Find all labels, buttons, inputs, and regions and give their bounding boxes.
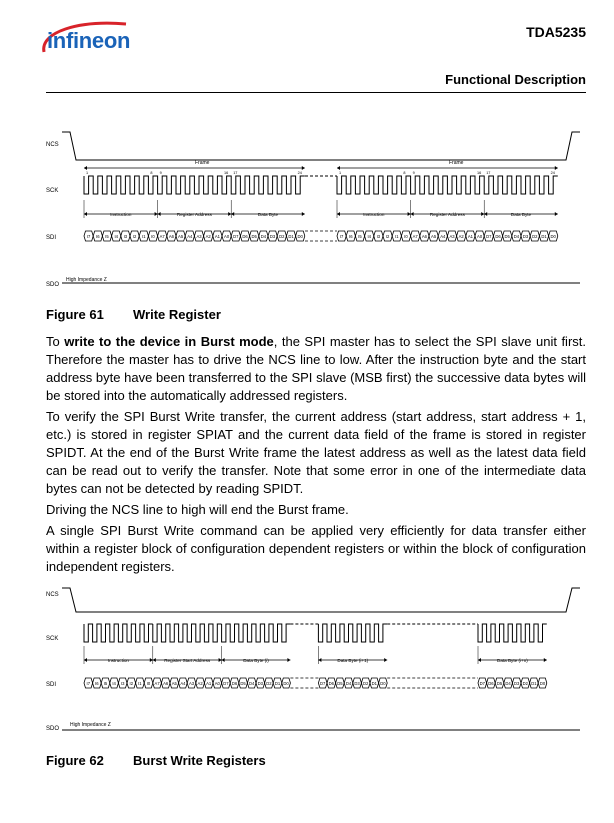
sdi-label: SDI — [46, 235, 57, 241]
sck-clock-segment-1 — [84, 624, 153, 642]
clock-mark: 9 — [412, 171, 415, 175]
field-label: Register Address — [176, 212, 212, 217]
sdi-frame-2-bit: I1 — [395, 234, 399, 239]
field-span-1-arrow-right — [408, 212, 411, 216]
burst-field-span-4-arrow-left — [318, 658, 321, 662]
paragraph-2: To verify the SPI Burst Write transfer, the current address (start address, start address + 1, etc.) is stored in register SPIAT and the current data field of the frame is stored in register SPIDT. At the end of the Burst Write frame the latest address as well as the latest data field can be read out to verify the transfer. Note that some error in one of the intermediate data bytes can not be detected by reading SPIDT. — [46, 409, 586, 496]
burst-write-timing-diagram — [0, 578, 614, 738]
sdi-frame-1-bit: A4 — [187, 234, 193, 239]
burst-sdi-segment-1-bit: I6 — [95, 681, 99, 686]
sdi-frame-2-bit: I4 — [367, 234, 371, 239]
figure-62-caption — [46, 753, 266, 768]
burst-sdi-segment-2-bit: A3 — [188, 681, 195, 686]
sdi-frame-1-bit: I7 — [86, 234, 91, 239]
burst-sdi-segment-4-bit: D5 — [337, 681, 343, 686]
ncs-label: NCS — [46, 142, 59, 148]
burst-field-span-2-arrow-right — [219, 658, 222, 662]
figure-62-title: Burst Write Registers — [133, 753, 266, 768]
ncs-waveform-burst — [62, 588, 580, 612]
sdi-frame-2-bit: I7 — [339, 234, 344, 239]
burst-field-span-3-arrow-left — [222, 658, 225, 662]
frame-span-2-arrow-left — [337, 166, 340, 170]
sdi-frame-2-bit: D6 — [495, 234, 501, 239]
sdi-frame-1-bit: D3 — [269, 234, 276, 239]
sdi-frame-2-bit: D5 — [504, 234, 510, 239]
sdi-frame-2-bit: I0 — [404, 234, 408, 239]
sdi-frame-2-bit: D2 — [532, 234, 538, 239]
document-id: TDA5235 — [526, 24, 586, 40]
burst-sdi-segment-4-bit: D2 — [363, 681, 369, 686]
sdi-frame-2-bit: D3 — [522, 234, 529, 239]
burst-sdi-segment-4-bit: D0 — [380, 681, 386, 686]
sdo-state-label: High Impedance Z — [66, 277, 107, 283]
burst-field-span-2-arrow-left — [153, 658, 156, 662]
field-label: Instruction — [363, 212, 385, 217]
sdi-frame-1-bit: D4 — [260, 234, 267, 239]
burst-field-label: Register Start Address — [164, 658, 211, 663]
burst-field-label: Data Byte (i+n) — [497, 658, 528, 663]
sdi-frame-2-bit: A4 — [440, 234, 446, 239]
figure-61-title: Write Register — [133, 307, 221, 322]
field-label: Data Byte — [510, 212, 532, 217]
sdi-frame-1-bit: A1 — [214, 234, 220, 239]
burst-sdi-segment-5-bit: D5 — [496, 681, 503, 686]
burst-field-span-5-arrow-left — [478, 658, 481, 662]
burst-sdi-segment-3-bit: D5 — [240, 681, 246, 686]
burst-sdi-segment-3-bit: D4 — [249, 681, 255, 686]
clock-mark: 8 — [403, 171, 406, 175]
field-span-3-arrow-left — [484, 212, 487, 216]
figure-61-number: Figure 61 — [46, 307, 104, 322]
burst-sdi-segment-5-bit: D4 — [505, 681, 511, 686]
sdi-frame-1-bit: A7 — [159, 234, 165, 239]
burst-sdi-segment-5-bit: D3 — [514, 681, 520, 686]
burst-field-label: Data Byte (i) — [243, 658, 269, 663]
field-span-3-arrow-right — [302, 212, 305, 216]
field-span-2-arrow-right — [228, 212, 231, 216]
burst-sdi-segment-4-bit: D4 — [345, 681, 352, 686]
sdi-frame-1-bit: I1 — [142, 234, 146, 239]
burst-sdi-segment-4-bit: D6 — [328, 681, 334, 686]
logo-text: infineon — [47, 28, 131, 53]
burst-sdi-segment-1-bit: I0 — [146, 681, 151, 686]
sdi-frame-1-bit: I6 — [96, 234, 100, 239]
frame-span-2-arrow-right — [555, 166, 558, 170]
field-span-3-arrow-right — [555, 212, 558, 216]
sck-label-burst: SCK — [46, 636, 59, 642]
field-span-1-arrow-left — [337, 212, 340, 216]
burst-field-span-5-arrow-right — [544, 658, 547, 662]
sdi-frame-1-bit: I4 — [114, 234, 118, 239]
burst-sdi-segment-5-bit: D1 — [531, 681, 537, 686]
sdi-frame-2-bit: A0 — [477, 234, 483, 239]
figure-61-caption — [46, 307, 221, 322]
burst-sdi-segment-1-bit: I4 — [112, 681, 116, 686]
field-span-3-arrow-left — [231, 212, 234, 216]
burst-sdi-segment-2-bit: A2 — [197, 681, 203, 686]
sdi-frame-1-bit: D6 — [242, 234, 248, 239]
sdi-frame-1-bit: A3 — [196, 234, 202, 239]
sdi-frame-2-bit: I2 — [385, 234, 390, 239]
field-span-2-arrow-left — [158, 212, 161, 216]
burst-sdi-segment-3-bit: D7 — [223, 681, 229, 686]
sdi-frame-2-bit: D7 — [486, 234, 492, 239]
sdo-label-burst: SDO — [46, 726, 60, 732]
sdi-frame-1-bit: I2 — [132, 234, 137, 239]
figure-62-number: Figure 62 — [46, 753, 104, 768]
burst-sdi-segment-5-bit: D2 — [522, 681, 528, 686]
sdi-frame-1-bit: A5 — [178, 234, 184, 239]
sdi-label-burst: SDI — [46, 682, 57, 688]
burst-sdi-segment-2-bit: A6 — [163, 681, 169, 686]
sdi-frame-2-bit: A6 — [421, 234, 427, 239]
frame-label-2: Frame — [449, 160, 464, 166]
clock-mark: 9 — [159, 171, 162, 175]
clock-mark: 8 — [150, 171, 153, 175]
burst-field-label: Data Byte (i+1) — [337, 658, 369, 663]
paragraph-4: A single SPI Burst Write command can be applied very efficiently for data transfer either within a register block of configuration dependent registers or within the block of configuration independent registers. — [46, 523, 586, 574]
burst-sdi-segment-4-bit: D1 — [371, 681, 377, 686]
sdi-frame-2-bit: A2 — [458, 234, 464, 239]
sck-clock-frame-2 — [337, 176, 558, 194]
infineon-logo — [38, 18, 158, 64]
burst-sdi-segment-3-bit: D1 — [274, 681, 281, 686]
burst-sdi-segment-5-bit: D0 — [539, 681, 546, 686]
sck-clock-frame-1 — [84, 176, 305, 194]
frame-span-1-arrow-left — [84, 166, 87, 170]
sck-label: SCK — [46, 188, 59, 194]
sdi-frame-1-bit: D0 — [297, 234, 303, 239]
burst-sdi-segment-3-bit: D2 — [266, 681, 272, 686]
frame-label-1: Frame — [195, 160, 210, 166]
burst-field-span-1-arrow-left — [84, 658, 87, 662]
sdi-frame-1-bit: D1 — [288, 234, 294, 239]
burst-sdi-segment-2-bit: A7 — [154, 681, 160, 686]
sdi-frame-1-bit: D2 — [279, 234, 285, 239]
sdi-frame-1-bit: I5 — [105, 234, 109, 239]
burst-field-span-3-arrow-right — [287, 658, 290, 662]
clock-mark: 1 — [339, 171, 342, 175]
sdi-frame-2-bit: I3 — [376, 234, 381, 239]
sck-clock-segment-3 — [222, 624, 291, 642]
clock-mark: 17 — [486, 171, 491, 175]
clock-mark: 17 — [233, 171, 238, 175]
body-text — [46, 333, 586, 579]
burst-sdi-segment-1-bit: I3 — [120, 681, 125, 686]
field-span-1-arrow-right — [155, 212, 158, 216]
clock-mark: 16 — [224, 171, 229, 175]
clock-mark: 24 — [550, 171, 555, 175]
field-span-2-arrow-right — [481, 212, 484, 216]
sdi-frame-2-bit: A7 — [412, 234, 418, 239]
ncs-label-burst: NCS — [46, 592, 59, 598]
burst-sdi-segment-5-bit: D6 — [488, 681, 494, 686]
sdi-frame-1-bit: A2 — [205, 234, 211, 239]
sdi-frame-2-bit: D1 — [541, 234, 547, 239]
field-label: Data Byte — [257, 212, 279, 217]
paragraph-1-emphasis: write to the device in Burst mode — [64, 334, 274, 349]
sdi-frame-2-bit: I6 — [349, 234, 353, 239]
sdi-frame-2-bit: D4 — [513, 234, 520, 239]
section-title: Functional Description — [445, 72, 586, 87]
sdi-frame-1-bit: I0 — [151, 234, 155, 239]
clock-mark: 1 — [86, 171, 89, 175]
burst-sdi-segment-3-bit: D0 — [283, 681, 289, 686]
sdi-frame-2-bit: D0 — [550, 234, 556, 239]
burst-sdi-segment-1-bit: I5 — [103, 681, 108, 686]
sdi-frame-2-bit: A5 — [431, 234, 437, 239]
burst-sdi-segment-1-bit: I1 — [138, 681, 142, 686]
ncs-waveform — [62, 132, 580, 160]
sdi-frame-1-bit: A0 — [224, 234, 230, 239]
field-span-2-arrow-left — [411, 212, 414, 216]
burst-field-label: Instruction — [107, 658, 130, 663]
burst-sdi-segment-3-bit: D3 — [257, 681, 263, 686]
burst-sdi-segment-2-bit: A5 — [171, 681, 177, 686]
burst-sdi-segment-1-bit: I2 — [129, 681, 134, 686]
sdi-frame-2-bit: A1 — [467, 234, 473, 239]
clock-mark: 24 — [297, 171, 302, 175]
paragraph-1-lead: To — [46, 334, 65, 349]
sdi-frame-1-bit: D7 — [233, 234, 239, 239]
paragraph-1-rest: , the SPI master has to select the SPI slave unit first. Therefore the master has to drive the NCS line to low. After the instruction byte and the start address byte have been transferred to the SPI slave (MSB first) the successive data bytes will be stored into the automatically addressed registers. — [46, 334, 586, 403]
sck-clock-segment-5 — [478, 624, 547, 642]
sdi-frame-2-bit: A3 — [449, 234, 455, 239]
header-rule — [46, 92, 586, 93]
sdi-frame-1-bit: I3 — [123, 234, 128, 239]
paragraph-1 — [46, 333, 586, 405]
sck-clock-segment-4 — [318, 624, 387, 642]
burst-sdi-segment-2-bit: A0 — [214, 681, 220, 686]
field-span-1-arrow-left — [84, 212, 87, 216]
burst-sdi-segment-2-bit: A1 — [206, 681, 212, 686]
sdi-frame-1-bit: A6 — [168, 234, 174, 239]
burst-sdi-segment-5-bit: D7 — [479, 681, 485, 686]
burst-sdi-segment-2-bit: A4 — [180, 681, 186, 686]
paragraph-3: Driving the NCS line to high will end the Burst frame. — [46, 502, 349, 517]
frame-span-1-arrow-right — [302, 166, 305, 170]
field-label: Instruction — [110, 212, 132, 217]
sdi-frame-1-bit: D5 — [251, 234, 257, 239]
field-label: Register Address — [429, 212, 465, 217]
burst-sdi-segment-3-bit: D6 — [231, 681, 238, 686]
write-register-timing-diagram — [0, 122, 614, 292]
sdi-frame-2-bit: I5 — [358, 234, 362, 239]
burst-field-span-4-arrow-right — [384, 658, 387, 662]
sck-clock-segment-2 — [153, 624, 222, 642]
sdo-label: SDO — [46, 282, 60, 288]
burst-sdi-segment-4-bit: D3 — [354, 681, 360, 686]
burst-field-span-1-arrow-right — [150, 658, 153, 662]
burst-sdi-segment-1-bit: I7 — [86, 681, 91, 686]
clock-mark: 16 — [477, 171, 482, 175]
burst-sdi-segment-4-bit: D7 — [320, 681, 326, 686]
sdo-state-label-burst: High Impedance Z — [70, 722, 111, 728]
